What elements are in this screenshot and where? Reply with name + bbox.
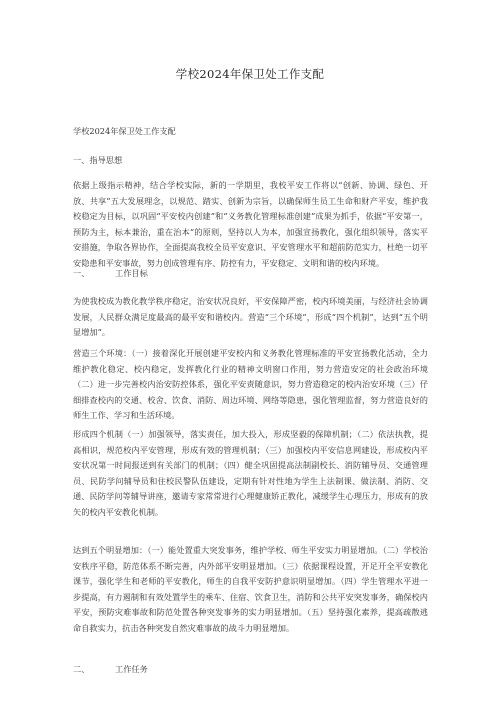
section-number: 二、	[73, 664, 90, 674]
section-label: 工作任务	[115, 664, 148, 674]
document-subtitle: 学校2024年保卫处工作支配	[73, 126, 176, 136]
section-label: 工作目标	[115, 268, 148, 278]
document-title: 学校2024年保卫处工作支配	[175, 67, 325, 81]
paragraph-work-goals: 为使我校成为教化教学秩序稳定，治安状况良好，平安保障严密，校内环境美丽，与经济社会协调发展，人民群众满足度最高的最平安和谐校内。营造“三个环境”，形成“四个机制”，达到“五个明显增加”。	[73, 296, 428, 338]
section-heading-work-tasks	[73, 664, 148, 675]
paragraph-four-mechanisms: 形成四个机制（一）加强领导，落实责任，加大投入，形成坚毅的保障机制；（二）依法执教，提高相识，规范校内平安管理，形成有效的管理机制；（三）加强校内平安信息网建设，形成校内平安状况第一时间报送到有关部门的机制；（四）健全巩固提高法制副校长、消防辅导员、交通管理员、民防学问辅导员和住校民警队伍建设，定期有针对性地为学生上法制课、做法制、消防、交通、民防学问等辅导讲座，邀请专家常常进行心理健康矫正教化，减缓学生心理压力，形成有的放矢的校内平安教化机制。	[73, 429, 428, 517]
section-heading-work-goals	[73, 268, 148, 279]
section-heading-guiding-thought: 一、指导思想	[73, 155, 123, 165]
paragraph-three-environments: 营造三个环境：（一）接着深化开展创建平安校内和义务教化管理标准的平安宣扬教化活动，全力维护教化稳定、校内稳定，发挥教化行业的精神文明窗口作用，努力营造安定的社会政治环境（二）进一步完善校内治安防控体系，强化平安责随意识，努力营造稳定的校内治安环境（三）仔细排查校内的交通、校舍、饮食、消防、周边环境、网络等隐患，强化管理监督，努力营造良好的师生工作、学习和生活环境。	[73, 348, 428, 421]
paragraph-five-increases: 达到五个明显增加：（一）能处置重大突发事务，维护学校、师生平安实力明显增加。（二）学校治安秩序平稳，防范体系不断完善，内外部平安明显增加。（三）依据课程设置，开足开全平安教化课节，强化学生和老师的平安教化，师生的自我平安防护意识明显增加。（四）学生管理水平进一步提高，有力遏制和有效处置学生的乘车、住宿、饮食卫生，消防和公共平安突发事务，确保校内平安，预防灾难事故和防范处置各种突发事务的实力明显增加。（五）坚持强化素养，提高疏散逃命自救实力，抗击各种突发自然灾难事故的战斗力明显增加。	[73, 545, 428, 633]
section-number: 一、	[73, 268, 90, 278]
paragraph-guiding-thought: 依据上级指示精神，结合学校实际，新的一学期里，我校平安工作将以“创新、协调、绿色、开放、共享”五大发展理念，以规范、踏实、创新为宗旨，以确保师生员工生命和财产平安，维护我校稳定为目标，以巩固“平安校内创建”和“义务教化管理标准创建”成果为抓手，依据“平安第一，预防为主，标本兼治，重在治本”的原则，坚持以人为本，加强宣扬教化，强化组织领导，落实平安措施，争取各界协作，全面提高我校全员平安意识、平安管理水平和超前防范实力，杜绝一切平安隐患和平安事故，努力创成管理有序、防控有力，平安稳定、文明和谐的校内环境。	[73, 180, 428, 268]
